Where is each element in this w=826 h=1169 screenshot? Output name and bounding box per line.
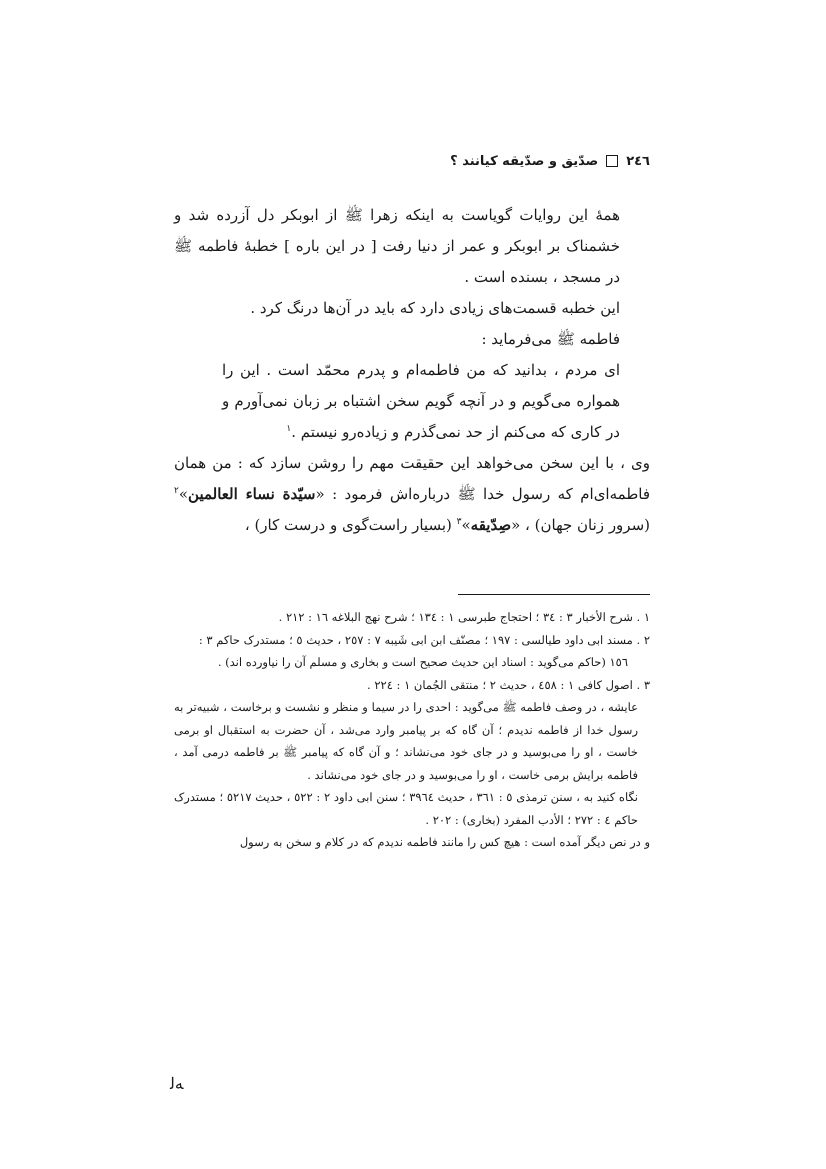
running-header xyxy=(450,150,650,172)
quotation xyxy=(174,355,650,448)
paragraph-4 xyxy=(174,448,650,541)
footnote-3-references: نگاه كنيد به ، سنن ترمذى ٥ : ٣٦١ ، حديث ٣٩٦٤ ؛ سنن ابى داود ٢ : ٥٢٢ ، حديث ٥٢١٧ ؛ مستدرک حاكم ٤ : ٢٧٢ ؛ الأدب المفرد (بخارى) : ٢٠٢ . xyxy=(174,790,639,827)
footnote-ref-1: ١ xyxy=(286,424,292,434)
paragraph-2: اين خطبه قسمت‌هاى زيادى دارد كه بايد در آن‌ها درنگ كرد . xyxy=(250,299,620,317)
paragraph-4-text-c: (سرور زنان جهان) ، « xyxy=(511,516,650,534)
paragraph-1: همهٔ اين روايات گوياست به اينكه زهرا ﷺ از ابوبكر دل آزرده شد و خشمناک بر ابوبكر و عمر از دنيا رفت [ در اين باره ] خطبهٔ فاطمه ﷺ در مسجد ، بسنده است . xyxy=(174,206,620,286)
footnote-3-other-text: و در نص ديگر آمده است : هيچ كس را مانند فاطمه نديدم كه در كلام و سخن به رسول xyxy=(239,835,650,849)
paragraph-4-text-a: وى ، با اين سخن مى‌خواهد اين حقيقت مهم را روشن سازد كه : من همان فاطمه‌اى‌ام كه رسول خدا ﷺ درباره‌اش فرمود : « xyxy=(174,454,650,503)
paragraph-4-text-b: » xyxy=(178,485,189,503)
footnote-3: ٣ . اصول كافى ١ : ٤٥٨ ، حديث ٢ ؛ منتقى الجُمان ١ : ٢٢٤ . xyxy=(367,677,650,692)
footnotes xyxy=(174,606,650,854)
page-turn-catchword-icon: ﻪﻟ xyxy=(170,1074,184,1093)
footnote-2: ٢ . مسند ابى داود طيالسى : ١٩٧ ؛ مصنّف ابن ابى شَيبه ٧ : ٢٥٧ ، حديث ٥ ؛ مستدرک حاكم ٣ : xyxy=(198,632,650,647)
footnote-separator xyxy=(458,594,650,595)
sayyida-nisa-phrase: سيّدة نساء العالمين xyxy=(188,485,316,503)
footnote-3-aisha-report: عايشه ، در وصف فاطمه ﷺ مى‌گويد : احدى را در سيما و منظر و نشست و برخاست ، شبيه‌تر به رسول خدا از فاطمه نديدم ؛ آن گاه كه بر پيامبر وارد مى‌شد ، آن حضرت به استقبال او برمى خاست ، او را مى‌بوسيد و در جاى خود مى‌نشاند ؛ و آن گاه كه پيامبر ﷺ بر فاطمه درمى آمد ، فاطمه برايش برمى خاست ، او را مى‌بوسيد و در جاى خود مى‌نشاند . xyxy=(174,700,638,782)
footnote-ref-2: ٢ xyxy=(174,486,179,496)
footnote-1: ١ . شرح الأخبار ٣ : ٣٤ ؛ احتجاج طبرسى ١ : ١٣٤ ؛ شرح نهج البلاغه ١٦ : ٢١٢ . xyxy=(278,610,650,624)
quotation-text: اى مردم ، بدانيد كه من فاطمه‌ام و پدرم محمّد است . اين را همواره مى‌گويم و در آنچه گويم سخن اشتباه بر زبان نمى‌آورم و در كارى كه مى‌كنم از حد نمى‌گذرم و زياده‌رو نيستم . xyxy=(222,361,620,441)
footnote-2-continued: ١٥٦ (حاكم مى‌گويد : اسناد اين حديث صحيح است و بخارى و مسلم آن را نياورده اند) . xyxy=(217,655,628,669)
page-number: ٢٤٦ xyxy=(626,153,650,169)
header-title: صدّيق و صدّيقه کيانند ؟ xyxy=(450,153,599,169)
main-text xyxy=(174,200,650,541)
paragraph-4-text-d: » xyxy=(461,516,471,534)
paragraph-4-text-e: (بسيار راست‌گوى و درست كار) ، xyxy=(244,516,457,534)
footnote-ref-3: ٣ xyxy=(456,517,462,527)
header-square-icon xyxy=(606,155,618,167)
paragraph-3: فاطمه ﷺ مى‌فرمايد : xyxy=(481,330,620,348)
siddiqa-phrase: صِدّيقه xyxy=(470,516,512,534)
